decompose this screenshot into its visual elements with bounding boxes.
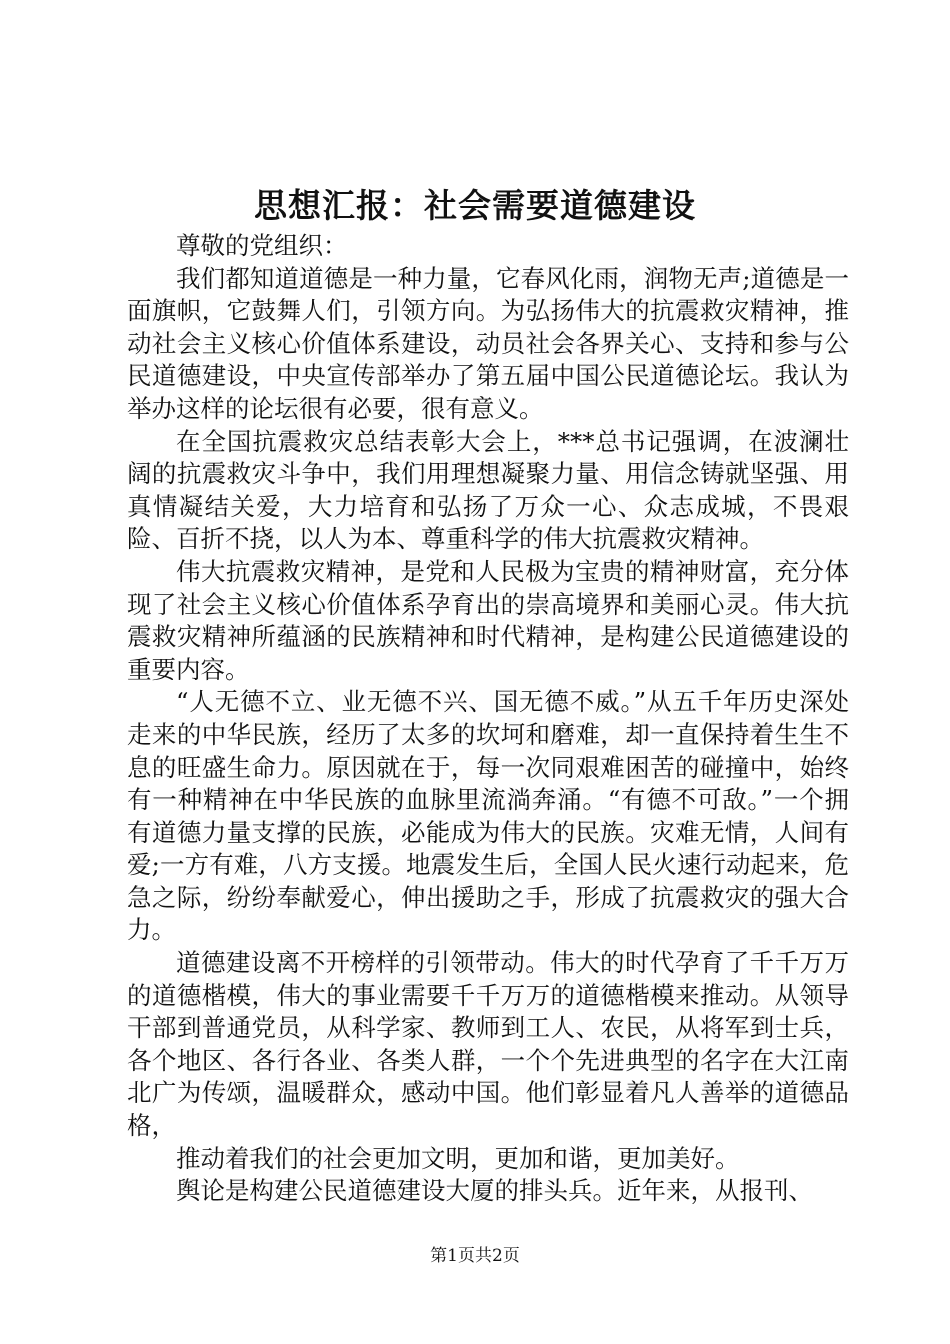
paragraph-3: 伟大抗震救灾精神，是党和人民极为宝贵的精神财富，充分体现了社会主义核心价值体系孕育出的崇高境界和美丽心灵。伟大抗震救灾精神所蕴涵的民族精神和时代精神，是构建公民道德建设的重要内容。 [127, 556, 849, 684]
paragraph-2: 在全国抗震救灾总结表彰大会上，***总书记强调，在波澜壮阔的抗震救灾斗争中，我们用理想凝聚力量、用信念铸就坚强、用真情凝结关爱，大力培育和弘扬了万众一心、众志成城，不畏艰险、百折不挠，以人为本、尊重科学的伟大抗震救灾精神。 [127, 426, 849, 554]
paragraph-7: 舆论是构建公民道德建设大厦的排头兵。近年来，从报刊、 [176, 1176, 813, 1206]
page-footer [0, 1244, 950, 1268]
page-number-current: 第1页 [430, 1246, 475, 1266]
document-title: 思想汇报：社会需要道德建设 [254, 186, 696, 225]
paragraph-5: 道德建设离不开榜样的引领带动。伟大的时代孕育了千千万万的道德楷模，伟大的事业需要千千万万的道德楷模来推动。从领导干部到普通党员，从科学家、教师到工人、农民，从将军到士兵，各个地区、各行各业、各类人群，一个个先进典型的名字在大江南北广为传颂，温暖群众，感动中国。他们彰显着凡人善举的道德品格， [127, 948, 849, 1141]
paragraph-1: 我们都知道道德是一种力量，它春风化雨，润物无声;道德是一面旗帜，它鼓舞人们，引领方向。为弘扬伟大的抗震救灾精神，推动社会主义核心价值体系建设，动员社会各界关心、支持和参与公民道德建设，中央宣传部举办了第五届中国公民道德论坛。我认为举办这样的论坛很有必要，很有意义。 [127, 263, 849, 423]
page-number-total: 共2页 [475, 1246, 520, 1266]
salutation: 尊敬的党组织： [176, 231, 348, 260]
document-body [127, 230, 849, 1208]
paragraph-4: “人无德不立、业无德不兴、国无德不威。”从五千年历史深处走来的中华民族，经历了太多的坎坷和磨难，却一直保持着生生不息的旺盛生命力。原因就在于，每一次同艰难困苦的碰撞中，始终有一种精神在中华民族的血脉里流淌奔涌。“有德不可敌。”一个拥有道德力量支撑的民族，必能成为伟大的民族。灾难无情，人间有爱;一方有难，八方支援。地震发生后，全国人民火速行动起来，危急之际，纷纷奉献爱心，伸出援助之手，形成了抗震救灾的强大合力。 [127, 687, 849, 945]
paragraph-6: 推动着我们的社会更加文明，更加和谐，更加美好。 [176, 1143, 740, 1173]
